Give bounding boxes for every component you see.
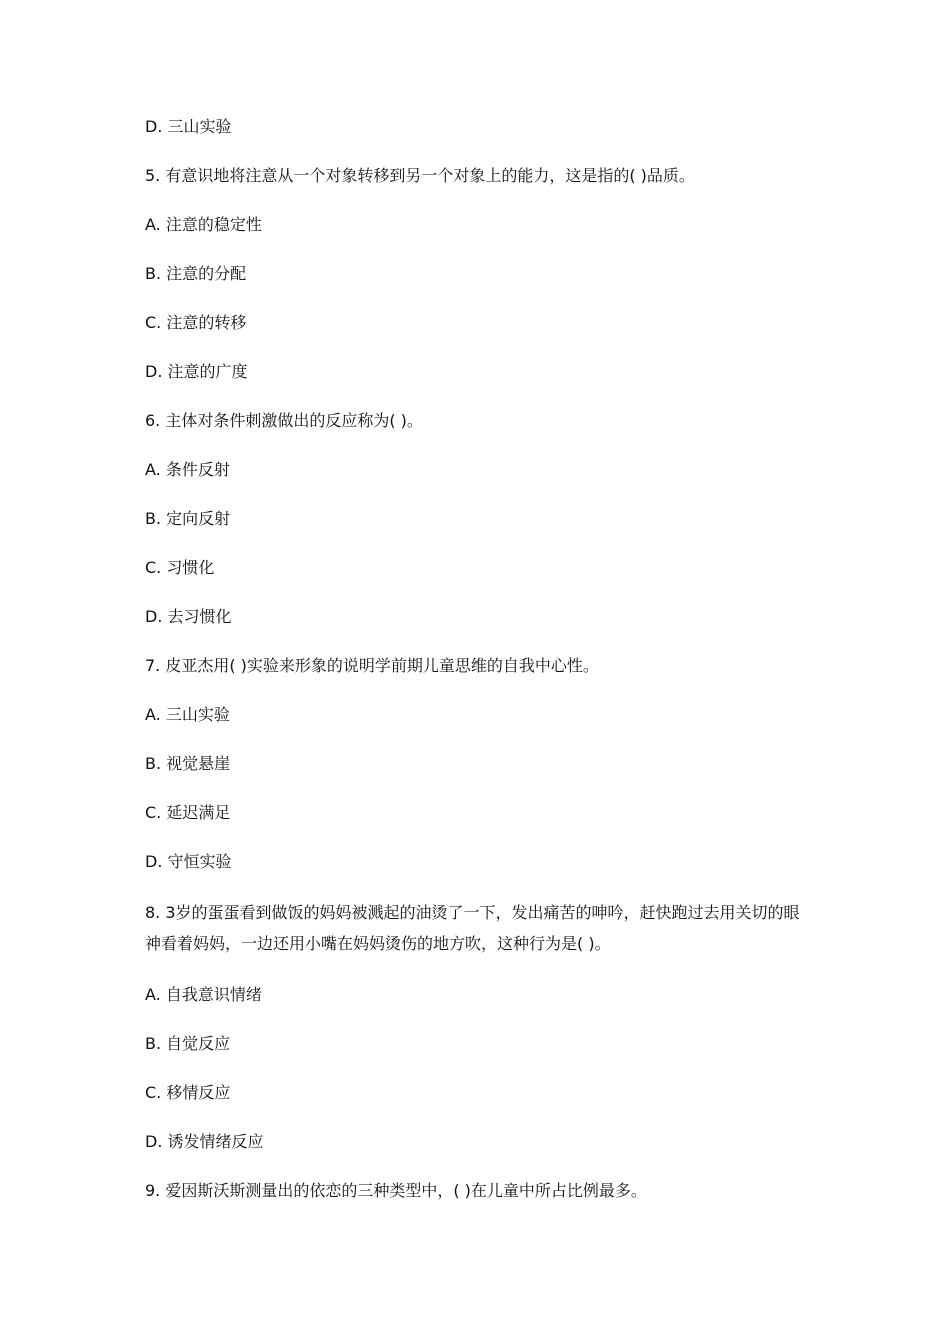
question-7: 7. 皮亚杰用( )实验来形象的说明学前期儿童思维的自我中心性。 (145, 656, 599, 675)
option-8b: B. 自觉反应 (145, 1034, 231, 1053)
option-4d: D. 三山实验 (145, 117, 232, 136)
option-5c: C. 注意的转移 (145, 313, 247, 332)
option-8a: A. 自我意识情绪 (145, 985, 262, 1004)
question-5: 5. 有意识地将注意从一个对象转移到另一个对象上的能力，这是指的( )品质。 (145, 166, 695, 185)
option-7c: C. 延迟满足 (145, 803, 231, 822)
option-8c: C. 移情反应 (145, 1083, 231, 1102)
option-5b: B. 注意的分配 (145, 264, 247, 283)
option-6d: D. 去习惯化 (145, 607, 232, 626)
option-6c: C. 习惯化 (145, 558, 215, 577)
question-9: 9. 爱因斯沃斯测量出的依恋的三种类型中，( )在儿童中所占比例最多。 (145, 1181, 647, 1200)
option-7d: D. 守恒实验 (145, 852, 232, 871)
option-8d: D. 诱发情绪反应 (145, 1132, 264, 1151)
option-6a: A. 条件反射 (145, 460, 230, 479)
option-5d: D. 注意的广度 (145, 362, 248, 381)
question-6: 6. 主体对条件刺激做出的反应称为( )。 (145, 411, 423, 430)
question-8: 8. 3岁的蛋蛋看到做饭的妈妈被溅起的油烫了一下，发出痛苦的呻吟，赶快跑过去用关切的眼神看着妈妈，一边还用小嘴在妈妈烫伤的地方吹，这种行为是( )。 (145, 903, 800, 953)
option-5a: A. 注意的稳定性 (145, 215, 262, 234)
option-7b: B. 视觉悬崖 (145, 754, 231, 773)
option-6b: B. 定向反射 (145, 509, 231, 528)
option-7a: A. 三山实验 (145, 705, 230, 724)
